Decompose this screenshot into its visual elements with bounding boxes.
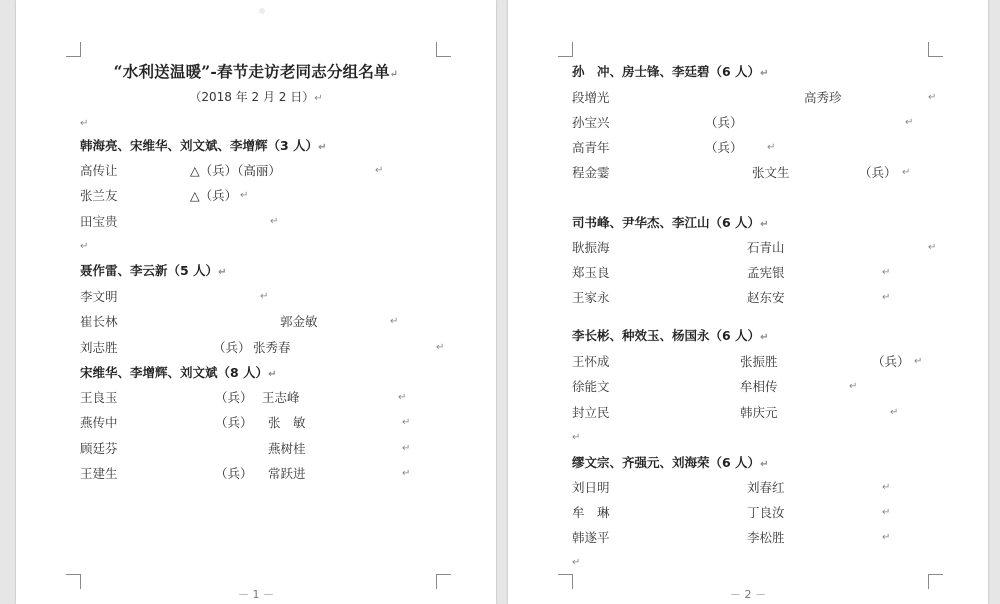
paragraph-mark: ↵ (928, 242, 937, 253)
person-name: 郭金敏 (280, 314, 318, 329)
paragraph-mark: ↵ (375, 165, 384, 176)
person-name: 徐能文 (572, 379, 610, 394)
list-item (80, 389, 430, 407)
person-name: 韩庆元 (740, 405, 778, 420)
paragraph-mark: ↵ (914, 356, 923, 367)
group-heading-text: 缪文宗、齐强元、刘海荣（6 人） (572, 455, 761, 470)
group-heading (80, 364, 276, 382)
list-item (572, 114, 952, 132)
list-item (80, 288, 410, 306)
person-name: 田宝贵 (80, 214, 118, 229)
paragraph-mark: ↵ (572, 432, 581, 443)
paragraph-mark: ↵ (398, 392, 407, 403)
page-number: － 1 － (238, 588, 274, 601)
list-item (572, 239, 952, 257)
person-name: 李松胜 (747, 530, 785, 545)
group-heading (572, 327, 768, 345)
person-name: 燕树桂 (268, 441, 306, 456)
list-item (572, 404, 952, 422)
person-name: 高青年 (572, 140, 610, 155)
paragraph-mark: ↵ (240, 190, 249, 201)
paragraph-mark: ↵ (905, 117, 914, 128)
paragraph-mark: ↵ (314, 93, 323, 104)
person-name: 王怀成 (572, 354, 610, 369)
person-name: 刘春红 (747, 480, 785, 495)
list-item (572, 378, 952, 396)
list-item (80, 465, 430, 483)
margin-corner-top-right (928, 42, 943, 57)
list-item (572, 479, 952, 497)
person-name: 段增光 (572, 90, 610, 105)
paragraph-mark: ↵ (268, 369, 277, 380)
person-name: 牟相传 (740, 379, 778, 394)
list-item (572, 289, 952, 307)
group-heading (572, 63, 768, 81)
person-name: 封立民 (572, 405, 610, 420)
paragraph-mark: ↵ (260, 291, 269, 302)
paragraph-mark: ↵ (270, 216, 279, 227)
person-name: 郑玉良 (572, 265, 610, 280)
person-note: （兵） (705, 140, 743, 155)
paragraph-mark: ↵ (402, 468, 411, 479)
person-name: 王志峰 (262, 390, 300, 405)
paragraph-mark: ↵ (760, 219, 769, 230)
document-title (16, 60, 496, 84)
person-name: 孙宝兴 (572, 115, 610, 130)
title-text: “水利送温暖”-春节走访老同志分组名单 (113, 62, 390, 81)
paragraph-mark: ↵ (882, 482, 891, 493)
paragraph-mark: ↵ (882, 267, 891, 278)
list-item (572, 529, 952, 547)
page-number: － 2 － (730, 588, 766, 601)
person-name: 王家永 (572, 290, 610, 305)
paragraph-mark: ↵ (402, 443, 411, 454)
paragraph-mark: ↵ (572, 557, 581, 568)
group-heading-text: 韩海亮、宋维华、刘文斌、李增辉（3 人） (80, 138, 319, 153)
person-name: 张 敏 (268, 415, 306, 430)
list-item (572, 264, 952, 282)
person-name: 崔长林 (80, 314, 118, 329)
person-note: （兵） (872, 354, 910, 369)
paragraph-mark: ↵ (80, 241, 89, 252)
paragraph-mark: ↵ (760, 68, 769, 79)
person-name: 刘志胜 (80, 340, 118, 355)
person-name: 牟 琳 (572, 505, 610, 520)
list-item (80, 339, 460, 357)
paragraph-mark: ↵ (882, 507, 891, 518)
person-note: （兵） (215, 415, 253, 430)
person-note: △（兵）（高丽） (190, 163, 281, 178)
person-name: 刘日明 (572, 480, 610, 495)
person-name: 张兰友 (80, 188, 118, 203)
paragraph-mark: ↵ (402, 417, 411, 428)
person-note: △（兵） (190, 188, 238, 203)
paragraph-mark: ↵ (389, 69, 399, 80)
person-name: 韩遂平 (572, 530, 610, 545)
person-name: 程金霎 (572, 165, 610, 180)
person-name: 张振胜 (740, 354, 778, 369)
person-name: 耿振海 (572, 240, 610, 255)
person-name: 顾廷芬 (80, 441, 118, 456)
person-note: （兵） (215, 466, 253, 481)
group-heading (80, 262, 226, 280)
group-heading (572, 454, 768, 472)
group-heading (572, 214, 768, 232)
list-item (572, 139, 952, 157)
paragraph-mark: ↵ (760, 459, 769, 470)
paragraph-mark: ↵ (902, 167, 911, 178)
person-name: 张秀春 (253, 340, 291, 355)
list-item (572, 353, 952, 371)
paragraph-mark: ↵ (928, 92, 937, 103)
list-item (80, 162, 410, 180)
paragraph-mark: ↵ (882, 292, 891, 303)
document-page-2 (508, 0, 988, 604)
group-heading-text: 李长彬、种效玉、杨国永（6 人） (572, 328, 761, 343)
document-page-1 (16, 0, 496, 604)
margin-corner-top-left (66, 42, 81, 57)
list-item (572, 89, 952, 107)
paragraph-mark: ↵ (318, 142, 327, 153)
person-name: 燕传中 (80, 415, 118, 430)
paragraph-mark: ↵ (218, 267, 227, 278)
date-text: （2018 年 2 月 2 日） (189, 90, 315, 104)
person-name: 王良玉 (80, 390, 118, 405)
margin-corner-top-right (436, 42, 451, 57)
list-item (80, 313, 410, 331)
person-name: 赵东安 (747, 290, 785, 305)
document-date (16, 88, 496, 108)
person-note: （兵） (215, 390, 253, 405)
paragraph-mark: ↵ (767, 142, 776, 153)
group-heading-text: 聂作雷、李云新（5 人） (80, 263, 219, 278)
group-heading-text: 孙 冲、房士锋、李廷碧（6 人） (572, 64, 761, 79)
person-note: （兵） (705, 115, 743, 130)
list-item (572, 504, 952, 522)
paragraph-mark: ↵ (882, 532, 891, 543)
person-name: 王建生 (80, 466, 118, 481)
paragraph-mark: ↵ (849, 381, 858, 392)
page-top-marker (259, 8, 265, 14)
list-item (80, 187, 410, 205)
list-item (80, 440, 430, 458)
group-heading-text: 宋维华、李增辉、刘文斌（8 人） (80, 365, 269, 380)
margin-corner-top-left (558, 42, 573, 57)
person-note: （兵） (213, 340, 251, 355)
person-note: （兵） (859, 165, 897, 180)
person-name: 石青山 (747, 240, 785, 255)
paragraph-mark: ↵ (80, 118, 89, 129)
list-item (80, 213, 410, 231)
paragraph-mark: ↵ (890, 407, 899, 418)
group-heading-text: 司书峰、尹华杰、李江山（6 人） (572, 215, 761, 230)
group-heading (80, 137, 326, 155)
person-name: 高秀珍 (804, 90, 842, 105)
person-name: 李文明 (80, 289, 118, 304)
person-name: 丁良汝 (747, 505, 785, 520)
person-name: 常跃进 (268, 466, 306, 481)
list-item (80, 414, 430, 432)
list-item (572, 164, 952, 182)
paragraph-mark: ↵ (436, 342, 445, 353)
person-name: 高传让 (80, 163, 118, 178)
person-name: 张文生 (752, 165, 790, 180)
paragraph-mark: ↵ (760, 332, 769, 343)
person-name: 孟宪银 (747, 265, 785, 280)
paragraph-mark: ↵ (390, 316, 399, 327)
